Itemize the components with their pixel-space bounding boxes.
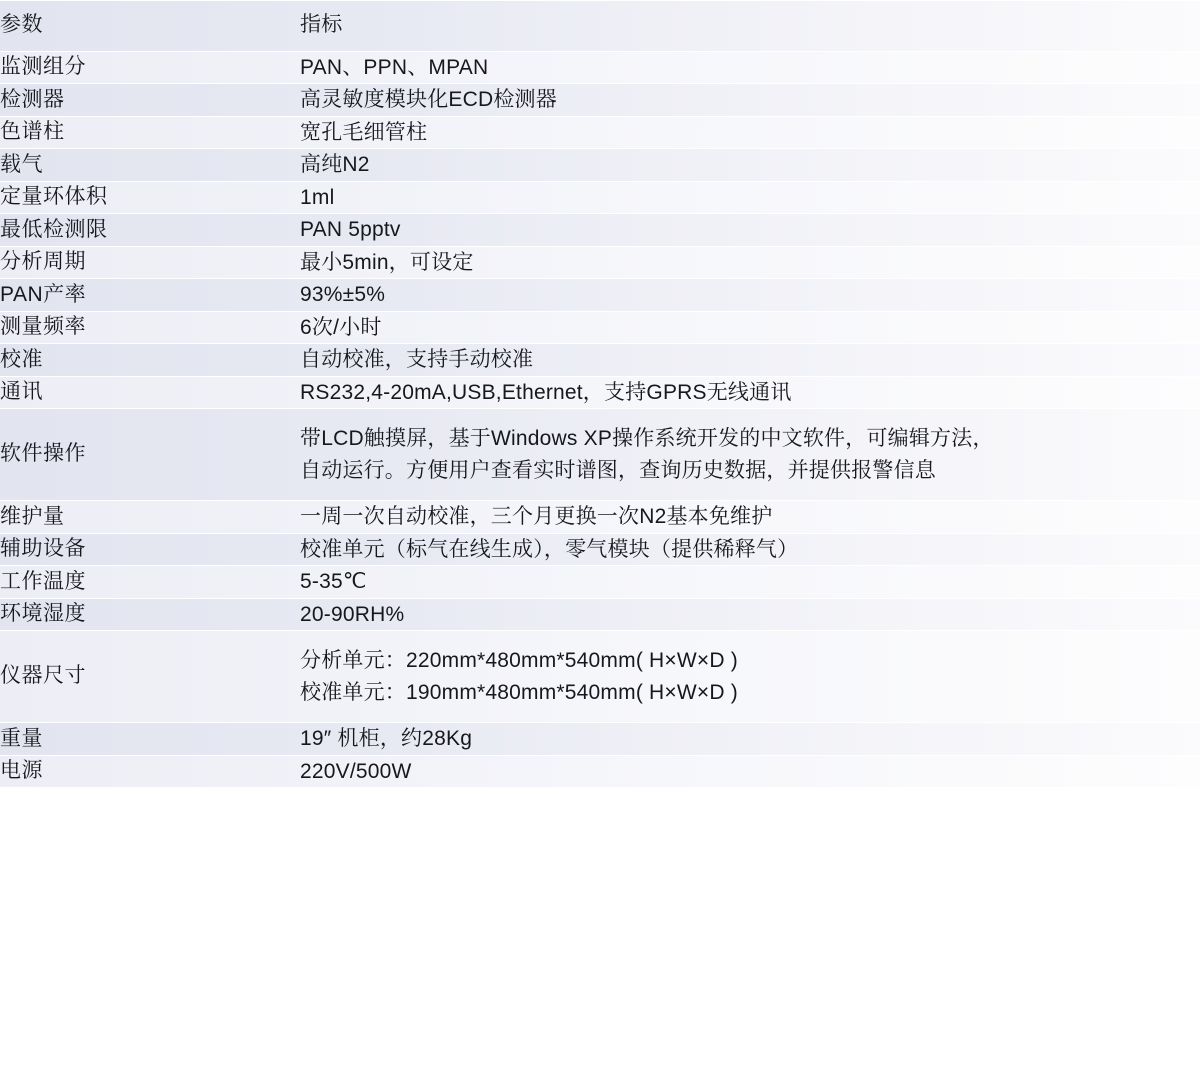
row-value [300, 344, 1200, 377]
table-row [0, 214, 1200, 247]
row-value-line: 自动运行。方便用户查看实时谱图，查询历史数据，并提供报警信息 [300, 458, 936, 482]
row-value-line: 高纯N2 [300, 153, 370, 176]
table-row [0, 501, 1200, 534]
row-value [300, 501, 1200, 534]
row-value-line: 校准单元：190mm*480mm*540mm( H×W×D ) [300, 680, 738, 704]
row-value [300, 51, 1200, 84]
row-parameter: 软件操作 [0, 409, 300, 501]
table-row [0, 755, 1200, 788]
row-parameter: 环境湿度 [0, 598, 300, 631]
row-value-line: 1ml [300, 185, 335, 209]
row-parameter: 定量环体积 [0, 181, 300, 214]
row-parameter: 电源 [0, 755, 300, 788]
row-value [300, 598, 1200, 631]
table-row [0, 631, 1200, 723]
row-value-line: 5-35℃ [300, 570, 367, 593]
row-value [300, 246, 1200, 279]
row-value [300, 214, 1200, 247]
row-value-line: 自动校准，支持手动校准 [300, 348, 534, 371]
row-value-line: 20-90RH% [300, 602, 405, 626]
table-row [0, 598, 1200, 631]
table-row [0, 723, 1200, 756]
row-value-line: 19″ 机柜，约28Kg [300, 727, 473, 750]
table-row [0, 279, 1200, 312]
table-header-row [0, 1, 1200, 52]
specifications-table-body [0, 1, 1200, 788]
row-value-line: 一周一次自动校准，三个月更换一次N2基本免维护 [300, 505, 773, 528]
table-row [0, 566, 1200, 599]
row-parameter: 最低检测限 [0, 214, 300, 247]
row-value-line: 高灵敏度模块化ECD检测器 [300, 88, 557, 111]
table-row [0, 181, 1200, 214]
table-row [0, 116, 1200, 149]
row-parameter: 载气 [0, 149, 300, 182]
row-parameter: 仪器尺寸 [0, 631, 300, 723]
row-value-line: 最小5min，可设定 [300, 250, 474, 274]
table-row [0, 409, 1200, 501]
row-parameter: 工作温度 [0, 566, 300, 599]
table-row [0, 51, 1200, 84]
column-header-indicator: 指标 [300, 1, 1200, 52]
row-parameter: 监测组分 [0, 51, 300, 84]
row-parameter: 辅助设备 [0, 533, 300, 566]
row-value-line: 带LCD触摸屏，基于Windows XP操作系统开发的中文软件，可编辑方法， [300, 427, 994, 450]
row-value-line: PAN、PPN、MPAN [300, 55, 489, 79]
row-parameter: 分析周期 [0, 246, 300, 279]
table-row [0, 311, 1200, 344]
row-parameter: 色谱柱 [0, 116, 300, 149]
row-value-line: RS232,4-20mA,USB,Ethernet，支持GPRS无线通讯 [300, 380, 792, 404]
table-row [0, 533, 1200, 566]
row-value [300, 533, 1200, 566]
row-value [300, 755, 1200, 788]
row-value-line: PAN 5pptv [300, 218, 401, 241]
row-value-line: 校准单元（标气在线生成），零气模块（提供稀释气） [300, 537, 799, 561]
row-parameter: 通讯 [0, 376, 300, 409]
row-parameter: 重量 [0, 723, 300, 756]
row-value-line: 6次/小时 [300, 315, 382, 339]
row-parameter: 检测器 [0, 84, 300, 117]
row-parameter: 维护量 [0, 501, 300, 534]
row-value [300, 723, 1200, 756]
row-value [300, 311, 1200, 344]
row-parameter: 校准 [0, 344, 300, 377]
row-value [300, 149, 1200, 182]
table-row [0, 344, 1200, 377]
row-parameter: 测量频率 [0, 311, 300, 344]
row-value-line: 分析单元：220mm*480mm*540mm( H×W×D ) [300, 649, 738, 672]
row-value [300, 631, 1200, 723]
column-header-parameter: 参数 [0, 1, 300, 52]
table-row [0, 84, 1200, 117]
row-value [300, 409, 1200, 501]
row-parameter: PAN产率 [0, 279, 300, 312]
row-value [300, 116, 1200, 149]
row-value [300, 376, 1200, 409]
row-value [300, 566, 1200, 599]
row-value [300, 181, 1200, 214]
row-value [300, 84, 1200, 117]
row-value-line: 93%±5% [300, 283, 386, 306]
table-row [0, 376, 1200, 409]
row-value-line: 宽孔毛细管柱 [300, 120, 428, 144]
table-row [0, 246, 1200, 279]
row-value-line: 220V/500W [300, 759, 412, 783]
table-row [0, 149, 1200, 182]
row-value [300, 279, 1200, 312]
